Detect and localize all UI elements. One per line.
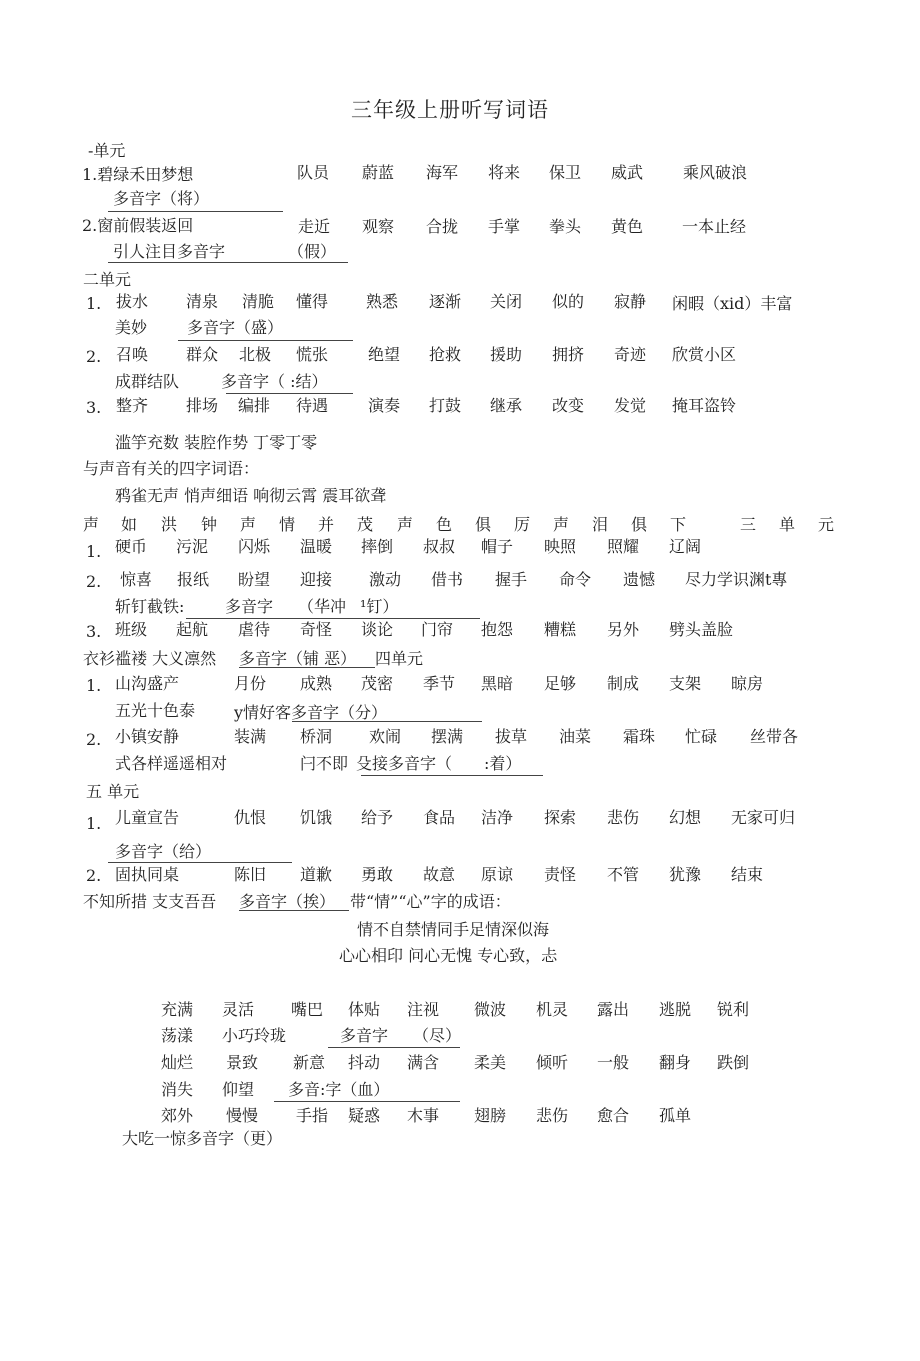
- u6-lesson2-word: 跌倒: [717, 1053, 750, 1072]
- u3-lesson2-word: 惊喜: [120, 570, 153, 589]
- u4-lesson2-word: 2.: [86, 730, 102, 749]
- u1-lesson1-word: 将来: [488, 163, 521, 182]
- u3-lesson2-word: 命令: [559, 570, 592, 589]
- u4-lesson2-word: 摆满: [431, 727, 464, 746]
- u5-lesson2-word: 犹豫: [669, 865, 702, 884]
- u6-lesson1-word: 露出: [597, 1000, 630, 1019]
- u2-sound-more-word: 泪: [592, 515, 609, 534]
- u4-lesson2-word: 装满: [234, 727, 267, 746]
- u6-lesson1-word: 逃脱: [659, 1000, 692, 1019]
- underline-rule: [292, 721, 482, 722]
- u3-lesson2b-word: ¹钉）: [360, 597, 399, 616]
- u5-idioms-word: 多音字（挨）: [239, 892, 336, 911]
- u3-lesson2-word: 激动: [369, 570, 402, 589]
- u2-lesson1-word: 清泉: [186, 292, 219, 311]
- u1-lesson2-word: 走近: [298, 217, 331, 236]
- u2-lesson1-word: 熟悉: [366, 292, 399, 311]
- u2-lesson3-word: 演奏: [368, 396, 401, 415]
- u5-lesson2-word: 不管: [607, 865, 640, 884]
- u5-lesson1-word: 给予: [361, 808, 394, 827]
- u4-lesson1-word: 黑暗: [481, 674, 514, 693]
- u2-lesson3-word: 发觉: [614, 396, 647, 415]
- unit2-heading-word: 二单元: [83, 270, 132, 289]
- u3-lesson3-word: 另外: [607, 620, 640, 639]
- u6-lesson2-word: 新意: [293, 1053, 326, 1072]
- u3-lesson3-word: 3.: [86, 622, 102, 641]
- u4-lesson1-word: 制成: [607, 674, 640, 693]
- u2-sound-more-word: 声: [553, 515, 570, 534]
- u4-lesson1b-word: y情好客多音字（分）: [234, 703, 388, 722]
- u2-sound-more-word: 钟: [201, 515, 218, 534]
- u6-lesson3-word: 孤单: [659, 1106, 692, 1125]
- u3-lesson1-word: 帽子: [481, 537, 514, 556]
- u3-lesson3-word: 起航: [176, 620, 209, 639]
- u6-lesson3-word: 木事: [407, 1106, 440, 1125]
- underline-rule: [239, 667, 375, 668]
- u1-lesson2-word: 合拢: [426, 217, 459, 236]
- u5-lesson1-word: 幻想: [669, 808, 702, 827]
- u2-lesson2b-word: 多音字（ :结）: [221, 372, 328, 391]
- u4-lesson2b-word: :着）: [484, 754, 522, 773]
- u6-lesson3-word: 翅膀: [474, 1106, 507, 1125]
- u4-lesson2-word: 丝带各: [750, 727, 799, 746]
- u1-lesson1-word: 乘风破浪: [683, 163, 748, 182]
- u4-lesson2-word: 小镇安静: [115, 727, 180, 746]
- u3-lesson1-word: 辽阔: [669, 537, 702, 556]
- u6-lesson2b-word: 仰望: [222, 1080, 255, 1099]
- u2-sound-more-word: 并: [318, 515, 335, 534]
- u3-lesson3-word: 奇怪: [300, 620, 333, 639]
- u2-lesson1-word: 拔水: [116, 292, 149, 311]
- u2-sound-more-word: 洪: [161, 515, 178, 534]
- u1-lesson1-word: 威武: [611, 163, 644, 182]
- u2-lesson3-word: 继承: [490, 396, 523, 415]
- u1-lesson2b-word: 引人注目多音字: [113, 242, 226, 261]
- u3-lesson2-word: 尽力学识渊t專: [685, 570, 788, 589]
- u6-lesson1b-word: 多音字: [340, 1026, 389, 1045]
- u6-lesson1b-word: 荡漾: [161, 1026, 194, 1045]
- underline-rule: [108, 211, 283, 212]
- u1-lesson2-word: 2.窗前假装返回: [82, 216, 194, 235]
- underline-rule: [361, 775, 543, 776]
- u6-lesson1-word: 注视: [407, 1000, 440, 1019]
- u5-idioms-word: 不知所措 支支吾吾: [83, 892, 217, 911]
- u2-lesson2-word: 欣赏小区: [672, 345, 737, 364]
- u1-lesson2-word: 一本止经: [682, 217, 747, 236]
- unit1-heading-word: -单元: [88, 141, 126, 160]
- u3-lesson1-word: 温暖: [300, 537, 333, 556]
- u6-lesson2-word: 一般: [597, 1053, 630, 1072]
- u4-lesson1-word: 足够: [544, 674, 577, 693]
- u4-lesson1-word: 支架: [669, 674, 702, 693]
- u3-lesson1-word: 闪烁: [238, 537, 271, 556]
- u6-lesson1b-word: （尽）: [413, 1026, 462, 1045]
- u2-sound-heading-word: 与声音有关的四字词语：: [83, 459, 260, 478]
- u2-lesson2-word: 2.: [86, 347, 102, 366]
- u6-lesson1-word: 充满: [161, 1000, 194, 1019]
- page-title: 三年级上册听写词语: [351, 98, 549, 122]
- u1-polyphone-word: 多音字（将）: [113, 189, 210, 208]
- u6-lesson2-word: 景致: [226, 1053, 259, 1072]
- u6-lesson2-word: 灿烂: [161, 1053, 194, 1072]
- u5-heart-idioms1-word: 情不自禁情同手足情深似海: [357, 920, 550, 939]
- u2-sound-more-word: 如: [121, 515, 138, 534]
- u3-lesson2b-word: 多音字: [225, 597, 274, 616]
- u3-lesson3-word: 谈论: [361, 620, 394, 639]
- u3-lesson3-word: 门帘: [421, 620, 454, 639]
- underline-rule: [274, 1101, 460, 1102]
- u3-lesson1-word: 1.: [86, 542, 102, 561]
- u4-lesson1-word: 山沟盛产: [115, 674, 180, 693]
- u4-lesson1-word: 月份: [234, 674, 267, 693]
- u2-lesson3-word: 掩耳盗铃: [672, 396, 737, 415]
- u5-lesson1-word: 儿童宣告: [115, 808, 180, 827]
- u3-lesson2-word: 握手: [495, 570, 528, 589]
- u2-idioms-word: 滥竽充数 装腔作势 丁零丁零: [115, 433, 318, 452]
- u2-lesson2-word: 召唤: [116, 345, 149, 364]
- u1-lesson1-word: 保卫: [549, 163, 582, 182]
- u2-sound-more-word: 三: [740, 515, 757, 534]
- u5-lesson2-word: 勇敢: [361, 865, 394, 884]
- u4-lesson2-word: 拔草: [495, 727, 528, 746]
- u4-lesson2b-word: 闩不即: [300, 754, 349, 773]
- u5-heart-idioms2-word: 心心相印 问心无愧 专心致，忐: [339, 946, 558, 965]
- u2-lesson3-word: 编排: [238, 396, 271, 415]
- u2-sound-more-word: 元: [818, 515, 835, 534]
- u5-lesson2-word: 结束: [731, 865, 764, 884]
- u4-lesson2-word: 忙碌: [685, 727, 718, 746]
- u4-lesson2-word: 欢闹: [369, 727, 402, 746]
- underline-rule: [328, 1047, 460, 1048]
- u5-lesson2-word: 陈旧: [234, 865, 267, 884]
- u2-lesson1-word: 闲暇（xid）丰富: [672, 294, 793, 313]
- u3-lesson3-word: 劈头盖脸: [669, 620, 734, 639]
- u6-lesson2b-word: 消失: [161, 1080, 194, 1099]
- u6-lesson1-word: 微波: [474, 1000, 507, 1019]
- u1-lesson2b-word: （假）: [288, 242, 337, 261]
- u3-lesson2-word: 2.: [86, 572, 102, 591]
- u2-lesson3-word: 待遇: [296, 396, 329, 415]
- underline-rule: [239, 910, 349, 911]
- u2-lesson2-word: 慌张: [296, 345, 329, 364]
- u2-sound-more-word: 声: [240, 515, 257, 534]
- u2-sound-more-word: 下: [670, 515, 687, 534]
- u5-polyphone-word: 多音字（给）: [115, 842, 212, 861]
- u4-lesson1b-word: 五光十色泰: [115, 701, 196, 720]
- u3-lesson2-word: 遗憾: [623, 570, 656, 589]
- u6-lesson2b-word: 多音:字（血）: [288, 1080, 390, 1099]
- underline-rule: [226, 393, 353, 394]
- u2-lesson3-word: 整齐: [116, 396, 149, 415]
- u1-lesson1-word: 蔚蓝: [362, 163, 395, 182]
- u2-lesson2b-word: 成群结队: [115, 372, 180, 391]
- u2-lesson3-word: 改变: [552, 396, 585, 415]
- unit5-heading-word: 五 单元: [86, 782, 140, 801]
- u4-lesson1-word: 1.: [86, 676, 102, 695]
- u2-lesson1-word: 寂静: [614, 292, 647, 311]
- underline-rule: [108, 262, 348, 263]
- u6-lesson1-word: 灵活: [222, 1000, 255, 1019]
- u2-lesson2-word: 抢救: [429, 345, 462, 364]
- u3-lesson1-word: 映照: [544, 537, 577, 556]
- u2-lesson3-word: 3.: [86, 398, 102, 417]
- u4-lesson2-word: 霜珠: [623, 727, 656, 746]
- u5-lesson1-word: 洁净: [481, 808, 514, 827]
- u2-lesson3-word: 排场: [186, 396, 219, 415]
- u4-lesson1-word: 季节: [423, 674, 456, 693]
- u2-sound-more-word: 声: [83, 515, 100, 534]
- u6-lesson1-word: 锐利: [717, 1000, 750, 1019]
- u5-lesson2-word: 故意: [423, 865, 456, 884]
- u6-lesson1-word: 嘴巴: [291, 1000, 324, 1019]
- u6-lesson3-word: 手指: [296, 1106, 329, 1125]
- u2-sound-more-word: 声: [397, 515, 414, 534]
- u5-lesson1-word: 悲伤: [607, 808, 640, 827]
- u3-lesson3-word: 抱怨: [481, 620, 514, 639]
- u5-idioms-word: 带“情”“心”字的成语：: [350, 892, 511, 911]
- u6-lesson3-word: 疑惑: [348, 1106, 381, 1125]
- u2-lesson2-word: 奇迹: [614, 345, 647, 364]
- u5-lesson1-word: 1.: [86, 814, 102, 833]
- u5-lesson2-word: 道歉: [300, 865, 333, 884]
- u3-lesson3-word: 糟糕: [544, 620, 577, 639]
- u3-lesson1-word: 摔倒: [361, 537, 394, 556]
- u5-lesson2-word: 固执同桌: [115, 865, 180, 884]
- u2-sound-more-word: 茂: [357, 515, 374, 534]
- u6-lesson2-word: 翻身: [659, 1053, 692, 1072]
- u2-sound-words-word: 鸦雀无声 悄声细语 响彻云霄 震耳欲聋: [115, 486, 387, 505]
- u3-lesson2b-word: （华冲: [298, 597, 347, 616]
- u5-lesson2-word: 2.: [86, 866, 102, 885]
- u2-lesson2-word: 拥挤: [552, 345, 585, 364]
- u2-lesson1-word: 1.: [86, 294, 102, 313]
- u2-lesson1-word: 关闭: [490, 292, 523, 311]
- u4-lesson2b-word: 殳接多音字（: [356, 754, 453, 773]
- u5-lesson1-word: 饥饿: [300, 808, 333, 827]
- u3-lesson2-word: 迎接: [300, 570, 333, 589]
- u1-lesson2-word: 手掌: [488, 217, 521, 236]
- u2-sound-more-word: 俱: [475, 515, 492, 534]
- u3-idioms-unit4-word: 多音字（铺 恶）: [239, 649, 357, 668]
- u1-lesson2-word: 观察: [362, 217, 395, 236]
- u4-lesson1-word: 成熟: [300, 674, 333, 693]
- u2-lesson1b-word: 美妙: [115, 318, 148, 337]
- u2-lesson1-word: 似的: [552, 292, 585, 311]
- u1-lesson2-word: 黄色: [611, 217, 644, 236]
- u4-lesson2-word: 油菜: [559, 727, 592, 746]
- u2-lesson3-word: 打鼓: [429, 396, 462, 415]
- u5-lesson1-word: 食品: [423, 808, 456, 827]
- u3-lesson2-word: 借书: [431, 570, 464, 589]
- u3-lesson3-word: 班级: [115, 620, 148, 639]
- u3-idioms-unit4-word: 四单元: [375, 649, 424, 668]
- u4-lesson2-word: 桥洞: [300, 727, 333, 746]
- u1-lesson2-word: 拳头: [549, 217, 582, 236]
- u4-lesson2b-word: 式各样遥遥相对: [115, 754, 228, 773]
- u1-lesson1-word: 1.碧绿禾田梦想: [82, 165, 194, 184]
- u3-lesson1-word: 叔叔: [423, 537, 456, 556]
- u5-lesson2-word: 原谅: [481, 865, 514, 884]
- u5-lesson1-word: 仇恨: [234, 808, 267, 827]
- underline-rule: [108, 862, 292, 863]
- u2-lesson1-word: 清脆: [242, 292, 275, 311]
- u4-lesson1-word: 晾房: [731, 674, 764, 693]
- u6-lesson3-word: 郊外: [161, 1106, 194, 1125]
- u6-lesson2-word: 倾听: [536, 1053, 569, 1072]
- u6-lesson1-word: 机灵: [536, 1000, 569, 1019]
- u3-lesson1-word: 照耀: [607, 537, 640, 556]
- u5-lesson1-word: 探索: [544, 808, 577, 827]
- u2-lesson1-word: 懂得: [296, 292, 329, 311]
- u2-lesson2-word: 援助: [490, 345, 523, 364]
- u2-lesson1-word: 逐渐: [429, 292, 462, 311]
- u4-lesson1-word: 茂密: [361, 674, 394, 693]
- u2-lesson1b-word: 多音字（盛）: [187, 318, 284, 337]
- underline-rule: [178, 340, 353, 341]
- u3-lesson3-word: 虐待: [238, 620, 271, 639]
- u2-lesson2-word: 群众: [186, 345, 219, 364]
- u2-sound-more-word: 情: [279, 515, 296, 534]
- u5-lesson2-word: 责怪: [544, 865, 577, 884]
- u3-lesson1-word: 硬币: [115, 537, 148, 556]
- u6-lesson2-word: 柔美: [474, 1053, 507, 1072]
- u6-lesson3-word: 愈合: [597, 1106, 630, 1125]
- u6-lesson2-word: 满含: [407, 1053, 440, 1072]
- u6-lesson3-word: 慢慢: [226, 1106, 259, 1125]
- u3-lesson1-word: 污泥: [176, 537, 209, 556]
- u2-sound-more-word: 单: [779, 515, 796, 534]
- u1-lesson1-word: 海军: [426, 163, 459, 182]
- u6-lesson2-word: 抖动: [348, 1053, 381, 1072]
- u2-sound-more-word: 俱: [631, 515, 648, 534]
- u3-lesson2-word: 报纸: [177, 570, 210, 589]
- u5-lesson1-word: 无家可归: [731, 808, 796, 827]
- u3-lesson2b-word: 斩钉截铁:: [115, 597, 185, 616]
- u3-lesson2-word: 盼望: [238, 570, 271, 589]
- underline-rule: [186, 618, 480, 619]
- u2-sound-more-word: 厉: [514, 515, 531, 534]
- u1-lesson1-word: 队员: [297, 163, 330, 182]
- u3-idioms-unit4-word: 衣衫褴褛 大义凛然: [83, 649, 217, 668]
- u6-lesson1-word: 体贴: [348, 1000, 381, 1019]
- u2-lesson2-word: 绝望: [368, 345, 401, 364]
- u6-last-word: 大吃一惊多音字（更）: [122, 1129, 283, 1148]
- u2-sound-more-word: 色: [436, 515, 453, 534]
- u6-lesson1b-word: 小巧玲珑: [222, 1026, 287, 1045]
- u2-lesson2-word: 北极: [239, 345, 272, 364]
- u6-lesson3-word: 悲伤: [536, 1106, 569, 1125]
